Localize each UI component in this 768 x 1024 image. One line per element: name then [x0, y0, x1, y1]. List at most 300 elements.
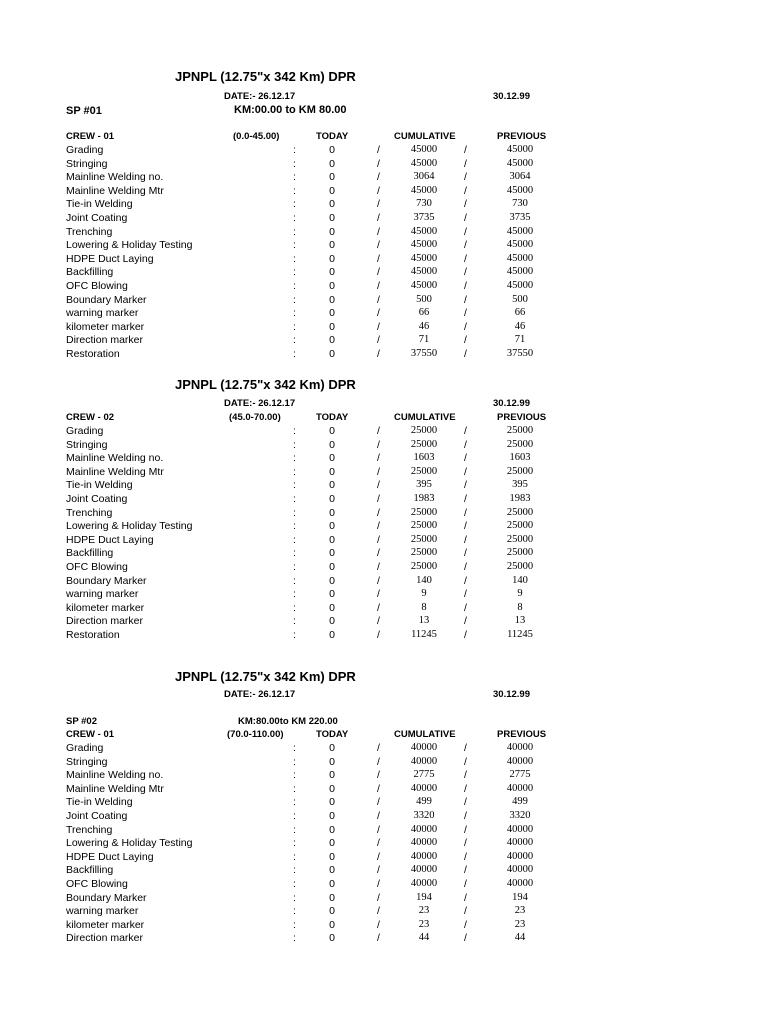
activity-label: Grading — [66, 425, 104, 437]
activity-row — [0, 348, 768, 362]
slash-separator: / — [377, 574, 380, 587]
colon-separator: : — [293, 198, 296, 211]
activity-label: HDPE Duct Laying — [66, 533, 154, 546]
activity-label: Stringing — [66, 438, 108, 451]
slash-separator: / — [464, 782, 467, 795]
previous-value: 40000 — [506, 755, 534, 767]
previous-value: 45000 — [506, 239, 534, 251]
colon-separator: : — [293, 533, 296, 546]
cumulative-value: 194 — [416, 891, 432, 903]
slash-separator: / — [377, 320, 380, 333]
activity-label: Tie-in Welding — [66, 796, 133, 809]
slash-separator: / — [377, 891, 380, 904]
slash-separator: / — [464, 348, 467, 360]
today-value: 0 — [329, 348, 335, 360]
activity-row — [0, 892, 768, 906]
slash-separator: / — [377, 823, 380, 836]
colon-separator: : — [293, 252, 296, 265]
previous-value: 45000 — [506, 144, 534, 155]
slash-separator: / — [464, 266, 467, 279]
slash-separator: / — [377, 547, 380, 560]
today-value: 0 — [329, 810, 335, 822]
activity-label: Restoration — [66, 348, 120, 360]
column-header-cumulative: CUMULATIVE — [394, 412, 456, 423]
slash-separator: / — [464, 837, 467, 850]
previous-value: 37550 — [506, 348, 534, 359]
report-date-right: 30.12.99 — [493, 689, 530, 700]
colon-separator: : — [293, 905, 296, 918]
column-header-previous: PREVIOUS — [497, 729, 547, 740]
section-km-range: KM:80.00to KM 220.00 — [238, 716, 338, 727]
cumulative-value: 25000 — [410, 506, 438, 518]
activity-label: Boundary Marker — [66, 574, 147, 587]
cumulative-value: 25000 — [410, 425, 438, 436]
column-header-cumulative: CUMULATIVE — [394, 729, 456, 740]
cumulative-value: 40000 — [410, 850, 438, 862]
slash-separator: / — [377, 629, 380, 641]
cumulative-value: 25000 — [410, 561, 438, 572]
colon-separator: : — [293, 348, 296, 360]
slash-separator: / — [464, 171, 467, 184]
activity-label: Joint Coating — [66, 212, 128, 224]
cumulative-value: 40000 — [410, 782, 438, 794]
today-value: 0 — [329, 493, 335, 505]
previous-value: 66 — [514, 307, 526, 319]
crew-label: CREW - 01 — [66, 729, 115, 740]
previous-value: 25000 — [506, 465, 534, 477]
column-header-previous: PREVIOUS — [497, 412, 547, 423]
section-sp-label: SP #02 — [66, 716, 97, 727]
report-title: JPNPL (12.75"x 342 Km) DPR — [175, 377, 356, 392]
activity-row — [0, 756, 768, 770]
slash-separator: / — [464, 864, 467, 877]
today-value: 0 — [329, 452, 335, 465]
cumulative-value: 25000 — [410, 533, 438, 545]
crew-chainage-range: (45.0-70.00) — [229, 412, 281, 423]
previous-value: 45000 — [506, 280, 534, 291]
colon-separator: : — [293, 891, 296, 904]
cumulative-value: 40000 — [410, 878, 438, 889]
column-header-today: TODAY — [316, 729, 349, 740]
activity-label: OFC Blowing — [66, 280, 128, 292]
colon-separator: : — [293, 918, 296, 931]
slash-separator: / — [464, 425, 467, 437]
report-date-right: 30.12.99 — [493, 398, 530, 409]
slash-separator: / — [464, 533, 467, 546]
activity-label: OFC Blowing — [66, 561, 128, 573]
cumulative-value: 40000 — [410, 837, 438, 849]
cumulative-value: 40000 — [410, 742, 438, 753]
previous-value: 499 — [512, 796, 528, 808]
slash-separator: / — [464, 905, 467, 918]
activity-row — [0, 466, 768, 480]
previous-value: 500 — [512, 293, 528, 305]
cumulative-value: 45000 — [410, 144, 438, 155]
activity-label: HDPE Duct Laying — [66, 252, 154, 265]
activity-row — [0, 615, 768, 629]
slash-separator: / — [377, 769, 380, 782]
cumulative-value: 8 — [421, 601, 427, 613]
previous-value: 45000 — [506, 184, 534, 196]
column-header-cumulative: CUMULATIVE — [394, 131, 456, 142]
colon-separator: : — [293, 878, 296, 890]
colon-separator: : — [293, 755, 296, 768]
slash-separator: / — [377, 864, 380, 877]
colon-separator: : — [293, 334, 296, 347]
activity-row — [0, 266, 768, 280]
slash-separator: / — [464, 438, 467, 451]
slash-separator: / — [464, 452, 467, 465]
cumulative-value: 1603 — [413, 452, 435, 464]
cumulative-value: 46 — [418, 320, 430, 332]
slash-separator: / — [464, 465, 467, 478]
colon-separator: : — [293, 561, 296, 573]
previous-value: 395 — [512, 479, 528, 491]
colon-separator: : — [293, 293, 296, 306]
cumulative-value: 71 — [418, 334, 430, 346]
slash-separator: / — [464, 144, 467, 156]
activity-row — [0, 851, 768, 865]
today-value: 0 — [329, 533, 335, 546]
cumulative-value: 23 — [418, 918, 430, 930]
today-value: 0 — [329, 878, 335, 890]
colon-separator: : — [293, 796, 296, 809]
slash-separator: / — [464, 280, 467, 292]
slash-separator: / — [464, 769, 467, 782]
activity-row — [0, 307, 768, 321]
slash-separator: / — [464, 561, 467, 573]
cumulative-value: 3064 — [413, 171, 435, 183]
report-title: JPNPL (12.75"x 342 Km) DPR — [175, 669, 356, 684]
cumulative-value: 45000 — [410, 266, 438, 278]
today-value: 0 — [329, 742, 335, 754]
activity-label: kilometer marker — [66, 320, 145, 333]
slash-separator: / — [464, 850, 467, 863]
slash-separator: / — [377, 184, 380, 197]
slash-separator: / — [464, 615, 467, 628]
previous-value: 45000 — [506, 252, 534, 264]
slash-separator: / — [464, 742, 467, 754]
today-value: 0 — [329, 157, 335, 170]
today-value: 0 — [329, 629, 335, 641]
activity-row — [0, 198, 768, 212]
activity-label: Trenching — [66, 823, 113, 836]
activity-label: Lowering & Holiday Testing — [66, 837, 193, 850]
activity-label: Grading — [66, 144, 104, 156]
cumulative-value: 44 — [418, 932, 430, 944]
activity-row — [0, 769, 768, 783]
cumulative-value: 25000 — [410, 438, 438, 450]
slash-separator: / — [464, 252, 467, 265]
slash-separator: / — [464, 547, 467, 560]
activity-row — [0, 144, 768, 158]
cumulative-value: 11245 — [411, 629, 437, 640]
colon-separator: : — [293, 425, 296, 437]
colon-separator: : — [293, 479, 296, 492]
activity-row — [0, 588, 768, 602]
activity-row — [0, 824, 768, 838]
today-value: 0 — [329, 280, 335, 292]
cumulative-value: 37550 — [410, 348, 438, 359]
today-value: 0 — [329, 479, 335, 492]
activity-row — [0, 878, 768, 892]
activity-row — [0, 810, 768, 824]
activity-row — [0, 919, 768, 933]
cumulative-value: 45000 — [410, 252, 438, 264]
cumulative-value: 395 — [416, 479, 432, 491]
today-value: 0 — [329, 239, 335, 252]
colon-separator: : — [293, 171, 296, 184]
activity-row — [0, 171, 768, 185]
activity-row — [0, 932, 768, 946]
colon-separator: : — [293, 465, 296, 478]
today-value: 0 — [329, 225, 335, 238]
activity-row — [0, 534, 768, 548]
slash-separator: / — [377, 878, 380, 890]
activity-label: Boundary Marker — [66, 293, 147, 306]
previous-value: 730 — [512, 198, 528, 210]
activity-label: Grading — [66, 742, 104, 754]
cumulative-value: 140 — [416, 574, 432, 586]
colon-separator: : — [293, 144, 296, 156]
today-value: 0 — [329, 425, 335, 437]
colon-separator: : — [293, 184, 296, 197]
today-value: 0 — [329, 561, 335, 573]
activity-label: Backfilling — [66, 547, 114, 560]
activity-label: Backfilling — [66, 864, 114, 877]
activity-label: Stringing — [66, 755, 108, 768]
slash-separator: / — [464, 574, 467, 587]
activity-label: Joint Coating — [66, 810, 128, 822]
previous-value: 46 — [514, 320, 526, 332]
slash-separator: / — [377, 266, 380, 279]
slash-separator: / — [377, 493, 380, 505]
previous-value: 140 — [512, 574, 528, 586]
slash-separator: / — [464, 588, 467, 601]
previous-value: 40000 — [506, 823, 534, 835]
activity-label: Lowering & Holiday Testing — [66, 239, 193, 252]
activity-row — [0, 520, 768, 534]
activity-label: Tie-in Welding — [66, 198, 133, 211]
today-value: 0 — [329, 465, 335, 478]
slash-separator: / — [464, 493, 467, 505]
slash-separator: / — [377, 755, 380, 768]
colon-separator: : — [293, 506, 296, 519]
colon-separator: : — [293, 864, 296, 877]
colon-separator: : — [293, 615, 296, 628]
slash-separator: / — [377, 796, 380, 809]
previous-value: 45000 — [506, 266, 534, 278]
today-value: 0 — [329, 837, 335, 850]
crew-chainage-range: (0.0-45.00) — [233, 131, 280, 142]
previous-value: 2775 — [509, 769, 531, 781]
cumulative-value: 45000 — [410, 280, 438, 291]
cumulative-value: 66 — [418, 307, 430, 319]
slash-separator: / — [377, 438, 380, 451]
today-value: 0 — [329, 796, 335, 809]
slash-separator: / — [464, 932, 467, 945]
slash-separator: / — [377, 837, 380, 850]
slash-separator: / — [464, 157, 467, 170]
today-value: 0 — [329, 864, 335, 877]
cumulative-value: 1983 — [413, 493, 435, 504]
slash-separator: / — [377, 280, 380, 292]
previous-value: 45000 — [506, 157, 534, 169]
activity-row — [0, 334, 768, 348]
previous-value: 9 — [517, 588, 523, 600]
previous-value: 25000 — [506, 506, 534, 518]
today-value: 0 — [329, 782, 335, 795]
slash-separator: / — [377, 465, 380, 478]
report-title: JPNPL (12.75"x 342 Km) DPR — [175, 69, 356, 84]
slash-separator: / — [377, 348, 380, 360]
slash-separator: / — [377, 239, 380, 252]
colon-separator: : — [293, 493, 296, 505]
today-value: 0 — [329, 769, 335, 782]
slash-separator: / — [464, 198, 467, 211]
activity-label: Joint Coating — [66, 493, 128, 505]
report-date: DATE:- 26.12.17 — [224, 398, 296, 409]
today-value: 0 — [329, 850, 335, 863]
today-value: 0 — [329, 601, 335, 614]
previous-value: 1983 — [509, 493, 531, 504]
activity-label: Mainline Welding no. — [66, 171, 164, 184]
today-value: 0 — [329, 198, 335, 211]
cumulative-value: 25000 — [410, 520, 438, 532]
colon-separator: : — [293, 837, 296, 850]
previous-value: 44 — [514, 932, 526, 944]
cumulative-value: 25000 — [410, 547, 438, 559]
today-value: 0 — [329, 932, 335, 945]
slash-separator: / — [377, 144, 380, 156]
previous-value: 71 — [514, 334, 526, 346]
activity-label: kilometer marker — [66, 601, 145, 614]
activity-label: Tie-in Welding — [66, 479, 133, 492]
slash-separator: / — [377, 601, 380, 614]
slash-separator: / — [377, 932, 380, 945]
activity-label: Direction marker — [66, 334, 144, 347]
slash-separator: / — [464, 891, 467, 904]
activity-label: Direction marker — [66, 615, 144, 628]
cumulative-value: 9 — [421, 588, 427, 600]
activity-label: OFC Blowing — [66, 878, 128, 890]
slash-separator: / — [464, 307, 467, 320]
today-value: 0 — [329, 171, 335, 184]
crew-label: CREW - 02 — [66, 412, 115, 423]
slash-separator: / — [377, 520, 380, 533]
activity-label: warning marker — [66, 307, 139, 320]
activity-label: warning marker — [66, 588, 139, 601]
today-value: 0 — [329, 184, 335, 197]
activity-label: Mainline Welding no. — [66, 452, 164, 465]
previous-value: 1603 — [509, 452, 531, 464]
cumulative-value: 40000 — [410, 755, 438, 767]
activity-row — [0, 602, 768, 616]
slash-separator: / — [377, 615, 380, 628]
activity-row — [0, 185, 768, 199]
column-header-previous: PREVIOUS — [497, 131, 547, 142]
slash-separator: / — [464, 823, 467, 836]
slash-separator: / — [377, 479, 380, 492]
slash-separator: / — [377, 171, 380, 184]
colon-separator: : — [293, 438, 296, 451]
slash-separator: / — [377, 782, 380, 795]
today-value: 0 — [329, 918, 335, 931]
cumulative-value: 3735 — [413, 212, 435, 223]
activity-label: kilometer marker — [66, 918, 145, 931]
today-value: 0 — [329, 506, 335, 519]
previous-value: 25000 — [506, 561, 534, 572]
slash-separator: / — [464, 878, 467, 890]
colon-separator: : — [293, 320, 296, 333]
slash-separator: / — [377, 742, 380, 754]
activity-label: Mainline Welding Mtr — [66, 184, 164, 197]
slash-separator: / — [377, 506, 380, 519]
today-value: 0 — [329, 334, 335, 347]
activity-row — [0, 493, 768, 507]
slash-separator: / — [377, 198, 380, 211]
activity-label: Mainline Welding no. — [66, 769, 164, 782]
slash-separator: / — [377, 225, 380, 238]
slash-separator: / — [377, 588, 380, 601]
slash-separator: / — [377, 425, 380, 437]
slash-separator: / — [464, 918, 467, 931]
colon-separator: : — [293, 452, 296, 465]
cumulative-value: 13 — [418, 615, 430, 627]
previous-value: 8 — [517, 601, 523, 613]
previous-value: 25000 — [506, 438, 534, 450]
colon-separator: : — [293, 782, 296, 795]
section-km-range: KM:00.00 to KM 80.00 — [234, 104, 347, 116]
activity-label: Lowering & Holiday Testing — [66, 520, 193, 533]
cumulative-value: 23 — [418, 905, 430, 917]
colon-separator: : — [293, 850, 296, 863]
colon-separator: : — [293, 307, 296, 320]
activity-row — [0, 439, 768, 453]
activity-row — [0, 452, 768, 466]
slash-separator: / — [464, 239, 467, 252]
activity-label: Mainline Welding Mtr — [66, 782, 164, 795]
cumulative-value: 730 — [416, 198, 432, 210]
previous-value: 40000 — [506, 878, 534, 889]
activity-row — [0, 479, 768, 493]
today-value: 0 — [329, 144, 335, 156]
today-value: 0 — [329, 252, 335, 265]
slash-separator: / — [464, 629, 467, 641]
previous-value: 40000 — [506, 850, 534, 862]
slash-separator: / — [377, 307, 380, 320]
previous-value: 23 — [514, 918, 526, 930]
colon-separator: : — [293, 574, 296, 587]
previous-value: 194 — [512, 891, 528, 903]
slash-separator: / — [377, 533, 380, 546]
today-value: 0 — [329, 438, 335, 451]
activity-row — [0, 629, 768, 643]
colon-separator: : — [293, 588, 296, 601]
activity-label: HDPE Duct Laying — [66, 850, 154, 863]
activity-row — [0, 905, 768, 919]
today-value: 0 — [329, 823, 335, 836]
today-value: 0 — [329, 755, 335, 768]
activity-row — [0, 783, 768, 797]
previous-value: 25000 — [506, 533, 534, 545]
slash-separator: / — [464, 334, 467, 347]
today-value: 0 — [329, 588, 335, 601]
slash-separator: / — [464, 520, 467, 533]
colon-separator: : — [293, 810, 296, 822]
colon-separator: : — [293, 629, 296, 641]
report-date: DATE:- 26.12.17 — [224, 91, 296, 102]
